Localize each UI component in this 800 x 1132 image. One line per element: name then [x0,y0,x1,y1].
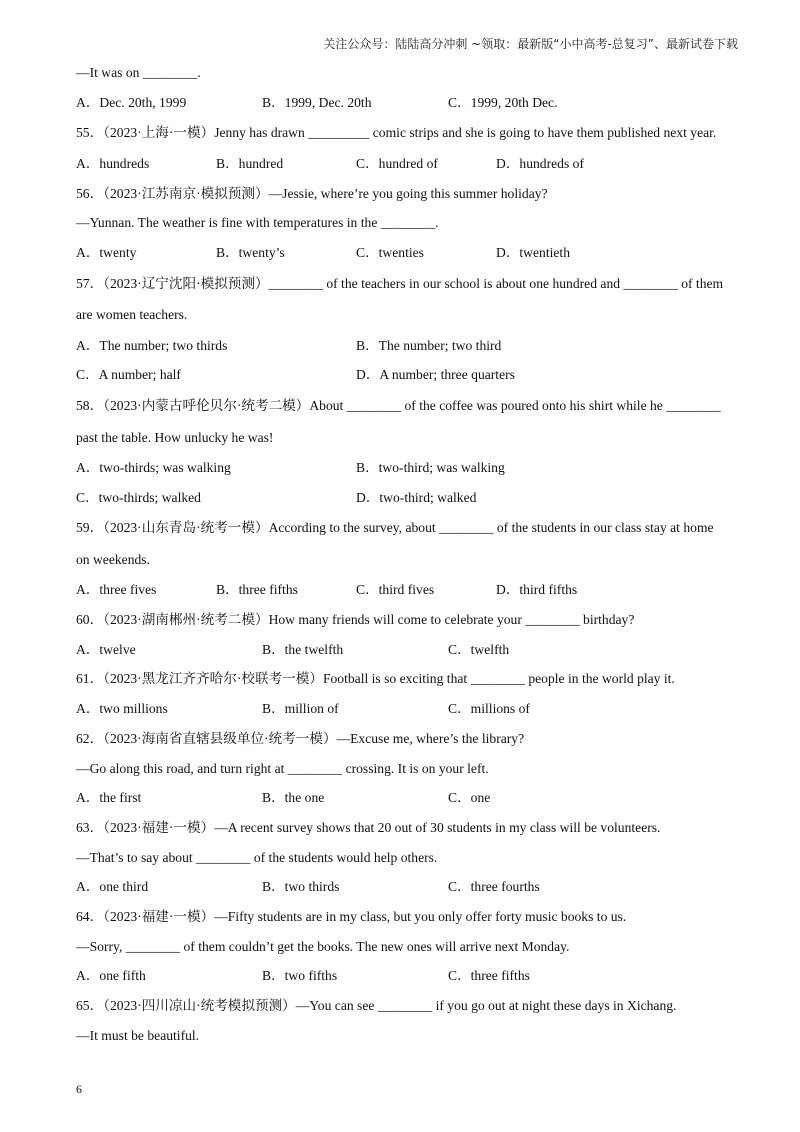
answer-option: B．1999, Dec. 20th [262,94,372,110]
question-q65 [76,991,726,1050]
question-stem: 64．（2023·福建·一模）—Fifty students are in my class, but you only offer forty music books to us. [76,908,627,924]
answer-option: A．three fives [76,582,157,598]
answer-option: C．millions of [448,701,530,717]
question-q64 [76,902,726,991]
question-dialogue-line: —Sorry, ________ of them couldn’t get the books. The new ones will arrive next Monday. [76,938,570,954]
answer-option: C．hundred of [356,155,438,171]
answer-option: B．million of [262,701,339,717]
question-prev [76,58,726,117]
options-row [76,453,726,483]
options-row [76,872,726,902]
page-number: 6 [76,1082,82,1096]
options-row [76,575,726,605]
options-row [76,961,726,991]
answer-option: A．twenty [76,244,137,260]
answer-option: C．1999, 20th Dec. [448,94,558,110]
options-row [76,149,726,179]
answer-option: D．twentieth [496,244,570,260]
question-stem: 65．（2023·四川凉山·统考模拟预测）—You can see ________ if you go out at night these days in Xichang. [76,998,677,1013]
options-row [76,88,726,118]
answer-option: B．the twelfth [262,641,344,657]
answer-option: B．the one [262,790,325,806]
question-stem: 59．（2023·山东青岛·统考一模）According to the survey, about ________ of the students in our class stay at home on weekends. [76,520,714,567]
question-q55 [76,117,726,178]
question-stem: 63．（2023·福建·一模）—A recent survey shows that 20 out of 30 students in my class will be volunteers. [76,819,661,835]
question-q62 [76,724,726,813]
question-stem: 60．（2023·湖南郴州·统考二模）How many friends will come to celebrate your ________ birthday? [76,612,635,628]
answer-option: A．the first [76,790,142,806]
answer-option: A．two millions [76,701,168,717]
answer-option: A．The number; two thirds [76,337,228,353]
question-dialogue-line: —Go along this road, and turn right at ________ crossing. It is on your left. [76,760,489,776]
options-row [76,694,726,724]
question-q63 [76,813,726,902]
answer-option: A．twelve [76,641,136,657]
question-stem: 56．（2023·江苏南京·模拟预测）—Jessie, where’re you going this summer holiday? [76,185,548,201]
question-dialogue-line: —Yunnan. The weather is fine with temperatures in the ________. [76,215,439,231]
answer-option: A．Dec. 20th, 1999 [76,94,187,110]
question-q59 [76,512,726,605]
question-list [76,58,726,1050]
question-stem: 61．（2023·黑龙江齐齐哈尔·校联考一模）Football is so exciting that ________ people in the world play it. [76,671,675,687]
answer-option: B．hundred [216,155,284,171]
question-q58 [76,390,726,512]
answer-option: A．one third [76,879,149,895]
answer-option: C．A number; half [76,367,181,383]
answer-option: B．two thirds [262,879,340,895]
answer-option: D．third fifths [496,582,578,598]
answer-option: B．two fifths [262,968,338,984]
answer-option: C．twelfth [448,641,510,657]
answer-option: B．three fifths [216,582,298,598]
answer-option: C．one [448,790,491,806]
answer-option: C．three fourths [448,879,540,895]
options-row [76,483,726,513]
options-row [76,331,726,361]
answer-option: D．two-third; walked [356,489,477,505]
question-stem: 55．（2023·上海·一模）Jenny has drawn _________ comic strips and she is going to have them published next year. [76,125,717,141]
question-stem: —It was on ________. [76,65,201,80]
answer-option: A．one fifth [76,968,146,984]
answer-option: C．three fifths [448,968,530,984]
answer-option: C．two-thirds; walked [76,489,201,505]
question-q60 [76,605,726,664]
answer-option: A．hundreds [76,155,150,171]
question-dialogue-line: —It must be beautiful. [76,1027,200,1043]
question-q57 [76,268,726,390]
question-stem: 57．（2023·辽宁沈阳·模拟预测）________ of the teachers in our school is about one hundred and ________ of them are women teachers. [76,275,724,323]
answer-option: D．A number; three quarters [356,367,515,383]
options-row [76,360,726,390]
options-row [76,238,726,268]
question-q56 [76,179,726,268]
answer-option: A．two-thirds; was walking [76,460,231,475]
options-row [76,635,726,665]
answer-option: C．third fives [356,582,435,598]
answer-option: C．twenties [356,244,424,260]
answer-option: B．two-third; was walking [356,460,505,475]
question-stem: 58．（2023·内蒙古呼伦贝尔·统考二模）About ________ of the coffee was poured onto his shirt while he ________ past the table. How unlucky he was! [76,398,721,445]
answer-option: B．twenty’s [216,244,285,260]
page-header: 关注公众号：陆陆高分冲刺 ~领取：最新版“小中高考-总复习”、最新试卷下载 [323,37,738,51]
answer-option: D．hundreds of [496,155,584,171]
answer-option: B．The number; two third [356,337,502,353]
question-dialogue-line: —That’s to say about ________ of the students would help others. [76,849,438,865]
question-stem: 62．（2023·海南省直辖县级单位·统考一模）—Excuse me, where’s the library? [76,730,525,746]
question-q61 [76,664,726,723]
options-row [76,783,726,813]
